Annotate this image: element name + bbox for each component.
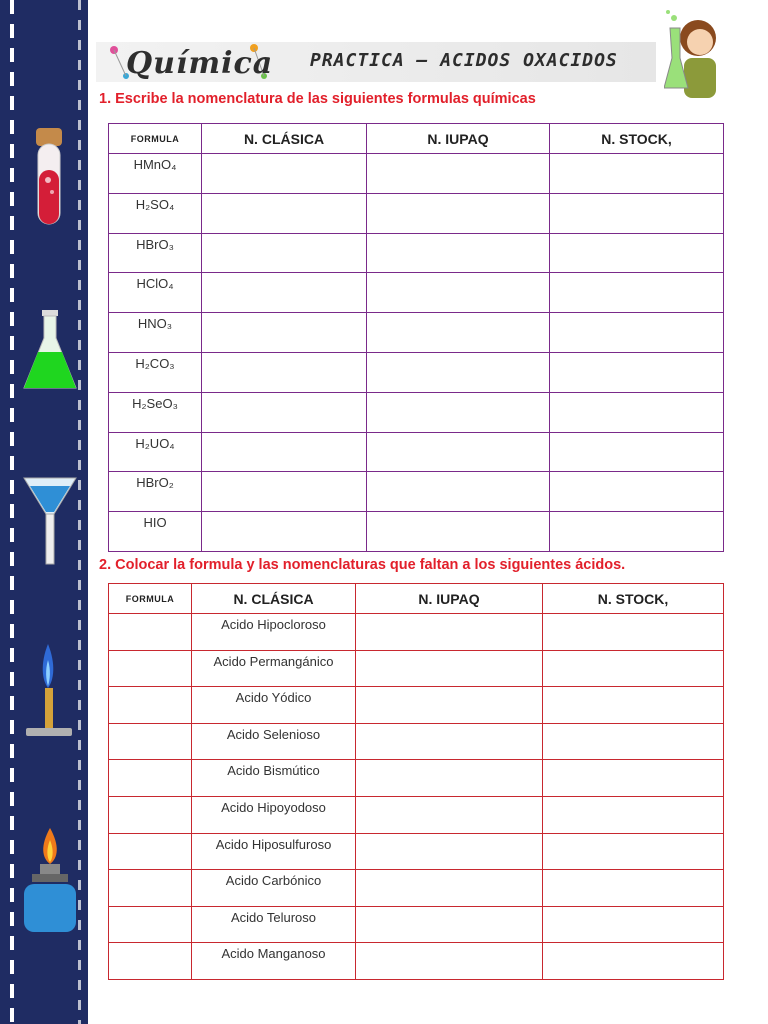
table-row bbox=[109, 614, 724, 651]
table-row bbox=[109, 512, 724, 552]
table-header-row bbox=[109, 124, 724, 154]
acids-table bbox=[108, 583, 724, 980]
formula-cell: HBrO₃ bbox=[109, 233, 202, 273]
answer-cell-iupaq[interactable] bbox=[356, 943, 543, 980]
sidebar-edge bbox=[86, 0, 96, 1024]
header bbox=[96, 36, 768, 88]
answer-cell-stock[interactable] bbox=[543, 687, 724, 724]
answer-cell-iupaq[interactable] bbox=[367, 432, 550, 472]
answer-cell-iupaq[interactable] bbox=[367, 273, 550, 313]
table-row bbox=[109, 760, 724, 797]
answer-cell-stock[interactable] bbox=[550, 512, 724, 552]
column-header-iupaq: N. IUPAQ bbox=[356, 584, 543, 614]
gas-burner-icon bbox=[18, 824, 82, 936]
formula-cell: HNO₃ bbox=[109, 313, 202, 353]
answer-cell-stock[interactable] bbox=[543, 760, 724, 797]
answer-cell-iupaq[interactable] bbox=[367, 512, 550, 552]
column-header-stock: N. STOCK, bbox=[550, 124, 724, 154]
answer-cell-iupaq[interactable] bbox=[356, 906, 543, 943]
scientist-girl-icon bbox=[664, 8, 734, 108]
answer-cell-iupaq[interactable] bbox=[356, 870, 543, 907]
answer-cell-clasica[interactable] bbox=[202, 392, 367, 432]
table-row bbox=[109, 313, 724, 353]
table-row bbox=[109, 154, 724, 194]
acid-name-cell: Acido Hipoyodoso bbox=[192, 796, 356, 833]
answer-cell-clasica[interactable] bbox=[202, 193, 367, 233]
answer-cell-iupaq[interactable] bbox=[367, 472, 550, 512]
acid-name-cell: Acido Yódico bbox=[192, 687, 356, 724]
answer-cell-iupaq[interactable] bbox=[356, 760, 543, 797]
table-row bbox=[109, 352, 724, 392]
table-row bbox=[109, 870, 724, 907]
table-row bbox=[109, 273, 724, 313]
table-row bbox=[109, 432, 724, 472]
answer-cell-iupaq[interactable] bbox=[367, 392, 550, 432]
answer-cell-iupaq[interactable] bbox=[367, 154, 550, 194]
column-header-clasica: N. CLÁSICA bbox=[202, 124, 367, 154]
acid-name-cell: Acido Manganoso bbox=[192, 943, 356, 980]
formula-cell: H₂UO₄ bbox=[109, 432, 202, 472]
answer-cell-clasica[interactable] bbox=[202, 472, 367, 512]
column-header-stock: N. STOCK, bbox=[543, 584, 724, 614]
acid-name-cell: Acido Selenioso bbox=[192, 723, 356, 760]
column-header-iupaq: N. IUPAQ bbox=[367, 124, 550, 154]
answer-cell-clasica[interactable] bbox=[202, 512, 367, 552]
answer-cell-clasica[interactable] bbox=[202, 233, 367, 273]
table-row bbox=[109, 943, 724, 980]
page-title: PRACTICA – ACIDOS OXACIDOS bbox=[310, 50, 618, 71]
table-row bbox=[109, 687, 724, 724]
answer-cell-formula[interactable] bbox=[109, 614, 192, 651]
answer-cell-stock[interactable] bbox=[543, 943, 724, 980]
answer-cell-stock[interactable] bbox=[543, 723, 724, 760]
table-row bbox=[109, 472, 724, 512]
acid-name-cell: Acido Carbónico bbox=[192, 870, 356, 907]
section-2-title: 2. Colocar la formula y las nomenclaturas que faltan a los siguientes ácidos. bbox=[99, 557, 626, 573]
column-header-clasica: N. CLÁSICA bbox=[192, 584, 356, 614]
formula-cell: HBrO₂ bbox=[109, 472, 202, 512]
acid-name-cell: Acido Teluroso bbox=[192, 906, 356, 943]
answer-cell-stock[interactable] bbox=[543, 650, 724, 687]
funnel-icon bbox=[18, 474, 82, 570]
logo-text: Química bbox=[126, 46, 274, 81]
answer-cell-stock[interactable] bbox=[543, 833, 724, 870]
answer-cell-formula[interactable] bbox=[109, 870, 192, 907]
formula-cell: HClO₄ bbox=[109, 273, 202, 313]
formula-cell: HMnO₄ bbox=[109, 154, 202, 194]
answer-cell-iupaq[interactable] bbox=[356, 614, 543, 651]
answer-cell-iupaq[interactable] bbox=[356, 650, 543, 687]
answer-cell-iupaq[interactable] bbox=[356, 687, 543, 724]
table-row bbox=[109, 723, 724, 760]
answer-cell-clasica[interactable] bbox=[202, 352, 367, 392]
answer-cell-stock[interactable] bbox=[550, 154, 724, 194]
answer-cell-iupaq[interactable] bbox=[367, 193, 550, 233]
answer-cell-clasica[interactable] bbox=[202, 154, 367, 194]
answer-cell-clasica[interactable] bbox=[202, 432, 367, 472]
table-row bbox=[109, 392, 724, 432]
table-row bbox=[109, 650, 724, 687]
bunsen-burner-icon bbox=[18, 640, 82, 744]
answer-cell-stock[interactable] bbox=[550, 352, 724, 392]
table-header-row bbox=[109, 584, 724, 614]
answer-cell-iupaq[interactable] bbox=[367, 233, 550, 273]
acid-name-cell: Acido Permangánico bbox=[192, 650, 356, 687]
acid-name-cell: Acido Hiposulfuroso bbox=[192, 833, 356, 870]
formulas-table bbox=[108, 123, 724, 552]
answer-cell-stock[interactable] bbox=[543, 906, 724, 943]
answer-cell-iupaq[interactable] bbox=[356, 796, 543, 833]
acid-name-cell: Acido Bismútico bbox=[192, 760, 356, 797]
answer-cell-stock[interactable] bbox=[550, 273, 724, 313]
answer-cell-formula[interactable] bbox=[109, 760, 192, 797]
answer-cell-iupaq[interactable] bbox=[367, 352, 550, 392]
answer-cell-stock[interactable] bbox=[543, 796, 724, 833]
answer-cell-iupaq[interactable] bbox=[356, 723, 543, 760]
answer-cell-stock[interactable] bbox=[550, 233, 724, 273]
formula-cell: H₂SeO₃ bbox=[109, 392, 202, 432]
answer-cell-iupaq[interactable] bbox=[367, 313, 550, 353]
formula-cell: HIO bbox=[109, 512, 202, 552]
answer-cell-formula[interactable] bbox=[109, 723, 192, 760]
decorative-sidebar bbox=[0, 0, 86, 1024]
answer-cell-stock[interactable] bbox=[543, 870, 724, 907]
answer-cell-formula[interactable] bbox=[109, 943, 192, 980]
test-tube-icon bbox=[18, 120, 82, 232]
answer-cell-stock[interactable] bbox=[543, 614, 724, 651]
flask-icon bbox=[18, 308, 82, 394]
section-1-title: 1. Escribe la nomenclatura de las siguientes formulas químicas bbox=[99, 91, 536, 107]
answer-cell-formula[interactable] bbox=[109, 796, 192, 833]
table-row bbox=[109, 796, 724, 833]
answer-cell-stock[interactable] bbox=[550, 472, 724, 512]
answer-cell-clasica[interactable] bbox=[202, 313, 367, 353]
table-row bbox=[109, 833, 724, 870]
column-header-formula: FORMULA bbox=[109, 124, 202, 154]
answer-cell-stock[interactable] bbox=[550, 432, 724, 472]
answer-cell-iupaq[interactable] bbox=[356, 833, 543, 870]
answer-cell-formula[interactable] bbox=[109, 906, 192, 943]
answer-cell-stock[interactable] bbox=[550, 193, 724, 233]
answer-cell-formula[interactable] bbox=[109, 687, 192, 724]
formula-cell: H₂CO₃ bbox=[109, 352, 202, 392]
formula-cell: H₂SO₄ bbox=[109, 193, 202, 233]
answer-cell-formula[interactable] bbox=[109, 650, 192, 687]
table-row bbox=[109, 233, 724, 273]
sidebar-stitch bbox=[10, 0, 14, 1024]
acid-name-cell: Acido Hipocloroso bbox=[192, 614, 356, 651]
answer-cell-stock[interactable] bbox=[550, 392, 724, 432]
column-header-formula: FORMULA bbox=[109, 584, 192, 614]
answer-cell-clasica[interactable] bbox=[202, 273, 367, 313]
answer-cell-stock[interactable] bbox=[550, 313, 724, 353]
table-row bbox=[109, 906, 724, 943]
table-row bbox=[109, 193, 724, 233]
answer-cell-formula[interactable] bbox=[109, 833, 192, 870]
